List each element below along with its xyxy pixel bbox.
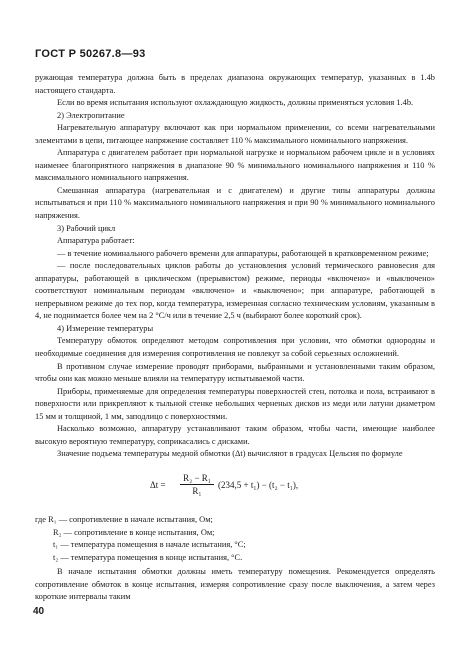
formula-rest: (234,5 + t₁) − (t₂ − t₁), xyxy=(218,480,299,490)
paragraph: Аппаратура с двигателем работает при нормальной нагрузке и нормальном рабочем цикле и в условиях наименее благоприятного напряжения в диапазоне 90 % минимального номинального напряжения и 110 % максимального номинального напряжения. xyxy=(35,148,435,183)
formula-denominator: R₁ xyxy=(192,486,202,496)
body-text xyxy=(35,72,435,461)
paragraph: Нагревательную аппаратуру включают как при нормальном применении, со всеми нагревательными элементами в цепи, питающее напряжение составляет 110 % максимального номинального напряжения. xyxy=(35,123,435,145)
definition-item: t₁ — температура помещения в начале испытания, °С; xyxy=(53,540,246,550)
page-number: 40 xyxy=(33,606,45,617)
definition-item: где R₁ — сопротивление в начале испытания, Ом; xyxy=(35,515,213,524)
definition-item: R₂ — сопротивление в конце испытания, Ом; xyxy=(53,527,215,537)
paragraph: Если во время испытания используют охлаждающую жидкость, должны применяться условия 1.4b. xyxy=(57,98,414,108)
paragraph: В противном случае измерение проводят приборами, выбранными и установленными таким образом, чтобы они как можно меньше влияли на температуру испытываемой части. xyxy=(35,361,435,384)
formula-numerator: R₂ − R₁ xyxy=(180,473,214,485)
paragraph: Температуру обмоток определяют методом сопротивления при условии, что обмотки однородны и необходимые соединения для измерения сопротивления не повлекут за собой серьезных осложнений. xyxy=(35,336,435,359)
paragraph: Аппаратура работает: xyxy=(57,236,135,246)
paragraph: Значение подъема температуры медной обмотки (Δt) вычисляют в градусах Цельсия по формуле xyxy=(57,449,403,459)
formula-lhs: Δt = xyxy=(150,480,166,490)
paragraph: Приборы, применяемые для определения температуры поверхностей стен, потолка и пола, встраивают в поверхности или прикрепляют к тыльной стенке небольших черненых дисков из меди или латуни диаметром 15 мм и толщиной, 1 мм, заподлицо с поверхностями. xyxy=(35,386,435,421)
paragraph: В начале испытания обмотки должны иметь температуру помещения. Рекомендуется определять сопротивление обмоток в конце испытания, измеряя сопротивление сразу после выключения, а затем через короткие интервалы таким xyxy=(35,567,435,602)
section-heading: 2) Электропитание xyxy=(57,110,125,120)
formula-definitions xyxy=(35,514,435,564)
temperature-rise-formula xyxy=(150,473,410,499)
formula-fraction xyxy=(180,473,214,496)
definition-item: t₂ — температура помещения в конце испытания, °С. xyxy=(53,552,243,562)
list-item: — в течение номинального рабочего времени для аппаратуры, работающей в кратковременном режиме; xyxy=(57,248,429,258)
section-heading: 3) Рабочий цикл xyxy=(57,223,116,233)
paragraph: ружающая температура должна быть в пределах диапазона окружающих температур, указанных в 1.4b настоящего стандарта. xyxy=(35,73,435,95)
paragraph: Насколько возможно, аппаратуру устанавливают таким образом, чтобы части, имеющие наиболее высокую вероятную температуру, соприкасались с дисками. xyxy=(35,424,435,446)
standard-header: ГОСТ Р 50267.8—93 xyxy=(35,48,146,60)
closing-text xyxy=(35,566,435,604)
section-heading: 4) Измерение температуры xyxy=(57,323,154,333)
list-item: — после последовательных циклов работы до установления условий термического равновесия для аппаратуры, работающей в циклическом (прерывистом) режиме, периоды «включено» и «выключено» соответствуют номинальным периодам «включено» и «выключено»; при аппаратуре, работающей в непрерывном режиме до тех пор, когда температура, измеренная согласно техническим условиям, указанным в 4, не поднимается более чем на 2 °С/ч или в течение 2,5 ч (выбирают более короткий срок). xyxy=(35,261,435,321)
paragraph: Смешанная аппаратура (нагревательная и с двигателем) и другие типы аппаратуры должны испытываться и при 110 % максимального номинального напряжения и при 90 % минимального номинального напряжения. xyxy=(35,185,435,221)
